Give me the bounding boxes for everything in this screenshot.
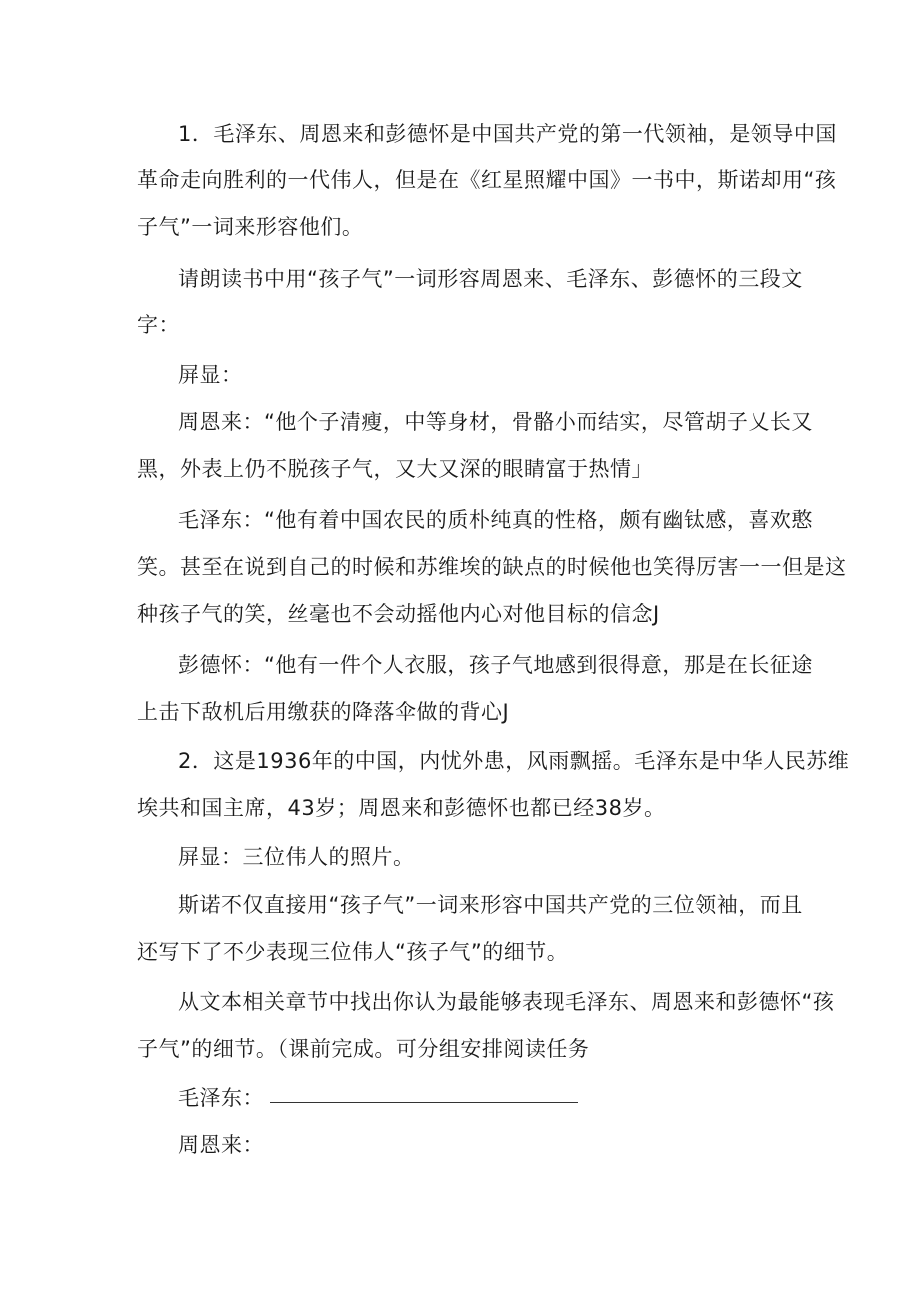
text: 斯诺不仅直接用“孩子气”一词来形容中国共产党的三位领袖，而且 xyxy=(178,893,803,917)
paragraph-4-line-2 xyxy=(0,452,920,486)
text: 子气”的细节。（课前完成。可分组安排阅读任务 xyxy=(137,1037,590,1061)
text: 黑，外表上仍不脱孩子气，又大又深的眼睛富于热情」 xyxy=(137,457,653,481)
text: 周恩来：“他个子清瘦，中等身材，骨骼小而结实，尽管胡子乂长又 xyxy=(178,410,813,434)
text: 字： xyxy=(137,313,180,337)
text: 彭德怀：“他有一件个人衣服，孩子气地感到很得意，那是在长征途 xyxy=(178,653,813,677)
text: 屏显： xyxy=(178,363,243,387)
answer-blank-mao[interactable] xyxy=(270,1102,578,1103)
paragraph-7-line-2 xyxy=(0,791,920,825)
paragraph-11-line-1 xyxy=(0,1081,920,1115)
text: 1．毛泽东、周恩来和彭德怀是中国共产党的第一代领袖，是领导中国 xyxy=(178,122,837,146)
paragraph-10-line-1 xyxy=(0,985,920,1019)
text: 请朗读书中用“孩子气”一词形容周恩来、毛泽东、彭德怀的三段文 xyxy=(178,267,803,291)
paragraph-2-line-1 xyxy=(0,262,920,296)
paragraph-2-line-2 xyxy=(0,308,920,342)
text: 还写下了不少表现三位伟人“孩子气”的细节。 xyxy=(137,940,569,964)
paragraph-1-line-3 xyxy=(0,210,920,244)
paragraph-9-line-2 xyxy=(0,935,920,969)
paragraph-1-line-1 xyxy=(0,117,920,151)
text: 子气”一词来形容他们。 xyxy=(137,215,364,239)
paragraph-9-line-1 xyxy=(0,888,920,922)
paragraph-4-line-1 xyxy=(0,405,920,439)
text: 2．这是1936年的中国，内忧外患，风雨飘摇。毛泽东是中华人民苏维 xyxy=(178,749,850,773)
paragraph-5-line-2 xyxy=(0,550,920,584)
text: 革命走向胜利的一代伟人，但是在《红星照耀中国》一书中，斯诺却用“孩 xyxy=(137,168,837,192)
paragraph-6-line-2 xyxy=(0,695,920,729)
answer-label-mao: 毛泽东： xyxy=(178,1086,264,1110)
paragraph-10-line-2 xyxy=(0,1032,920,1066)
paragraph-3-line-1 xyxy=(0,358,920,392)
text: 埃共和国主席，43岁；周恩来和彭德怀也都已经38岁。 xyxy=(137,796,666,820)
paragraph-7-line-1 xyxy=(0,744,920,778)
text: 上击下敌机后用缴获的降落伞做的背心J xyxy=(137,700,510,724)
paragraph-5-line-1 xyxy=(0,503,920,537)
text: 种孩子气的笑，丝毫也不会动摇他内心对他目标的信念J xyxy=(137,602,660,626)
text: 笑。甚至在说到自己的时候和苏维埃的缺点的时候他也笑得厉害一一但是这 xyxy=(137,555,847,579)
paragraph-8-line-1 xyxy=(0,840,920,874)
paragraph-12-line-1 xyxy=(0,1128,920,1162)
paragraph-6-line-1 xyxy=(0,648,920,682)
answer-label-zhou: 周恩来： xyxy=(178,1133,264,1157)
text: 屏显：三位伟人的照片。 xyxy=(178,845,415,869)
text: 毛泽东：“他有着中国农民的质朴纯真的性格，颇有幽钛感，喜欢憨 xyxy=(178,508,813,532)
paragraph-5-line-3 xyxy=(0,597,920,631)
text: 从文本相关章节中找出你认为最能够表现毛泽东、周恩来和彭德怀“孩 xyxy=(178,990,835,1014)
paragraph-1-line-2 xyxy=(0,163,920,197)
